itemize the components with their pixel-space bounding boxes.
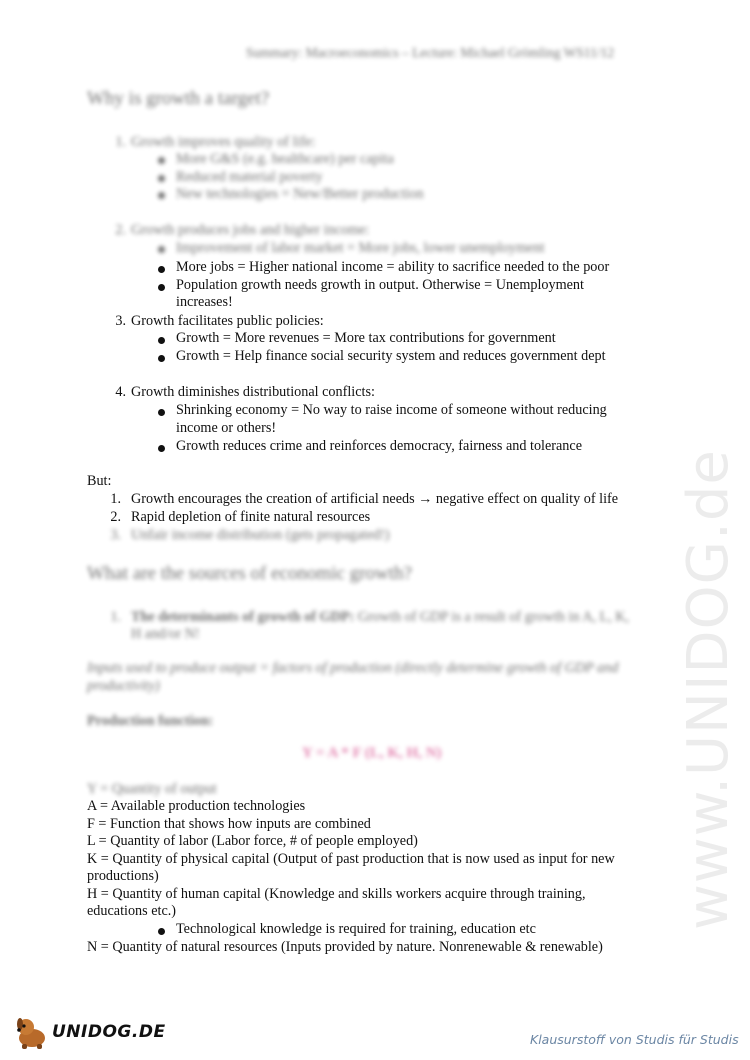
bullet-icon [158,246,165,253]
but-item1-text: Growth encourages the creation of artificial needs → negative effect on quality of life [131,491,619,507]
page-header: Summary: Macroeconomics – Lecture: Michael Grömling WS11/12 [246,45,615,60]
italic-line2: productivity) [87,678,160,694]
definition-n: N = Quantity of natural resources (Inputs provided by nature. Nonrenewable & renewable) [87,939,603,955]
bullet-icon [158,157,165,164]
item4-text: Growth diminishes distributional conflicts: [131,384,375,400]
but-item3-text: Unfair income distribution (gets propagated!) [131,527,390,543]
bullet-icon [158,192,165,199]
item2-bullet2: More jobs = Higher national income = ability to sacrifice needed to the poor [176,259,610,275]
item2-bullet3: Population growth needs growth in output. Otherwise = Unemployment [176,277,584,293]
item1-bullet1: More G&S (e.g. healthcare) per capita [176,151,394,167]
bullet-icon [158,355,165,362]
item4-number: 4. [115,384,126,400]
item2-text: Growth produces jobs and higher income: [131,222,370,238]
but-item3-number: 3. [110,527,121,543]
italic-line1: Inputs used to produce output = factors of production (directly determine growth of GDP and [87,660,619,676]
production-label: Production function: [87,713,214,729]
definition-h: H = Quantity of human capital (Knowledge and skills workers acquire through training, [87,886,586,902]
section1-title: Why is growth a target? [87,88,270,109]
s2-item1-text [131,609,629,626]
unidog-logo [12,1014,166,1050]
logo-text: UNIDOG.DE [52,1022,166,1042]
definition-k: K = Quantity of physical capital (Output of past production that is now used as input for new [87,851,615,867]
item1-bullet2: Reduced material poverty [176,169,323,185]
watermark: www.UNIDOG.de [676,449,741,930]
s2-item1-rest: Growth of GDP is a result of growth in A, L, K, [354,609,630,625]
item2-number: 2. [115,222,126,238]
but-item2-number: 2. [110,509,121,525]
footer-tagline: Klausurstoff von Studis für Studis [530,1032,739,1047]
but-item2-text: Rapid depletion of finite natural resources [131,509,371,525]
definition-f: F = Function that shows how inputs are combined [87,816,371,832]
sub-bullet-tech: Technological knowledge is required for training, education etc [176,921,536,937]
bullet-icon [158,409,165,416]
bullet-icon [158,284,165,291]
definition-a: A = Available production technologies [87,798,306,814]
definition-y: Y = Quantity of output [87,781,217,797]
bullet-icon [158,928,165,935]
definition-l: L = Quantity of labor (Labor force, # of people employed) [87,833,418,849]
dog-icon [12,1014,52,1050]
bullet-icon [158,175,165,182]
definition-h-cont: educations etc.) [87,903,177,919]
item4-bullet1: Shrinking economy = No way to raise income of someone without reducing [176,402,607,418]
bullet-icon [158,337,165,344]
s2-item1-number: 1. [110,609,121,625]
section2-title: What are the sources of economic growth? [87,563,412,584]
bullet-icon [158,445,165,452]
production-formula: Y = A * F (L, K, H, N) [302,745,442,761]
item3-bullet1: Growth = More revenues = More tax contributions for government [176,330,556,346]
s2-item1-bold: The determinants of growth of GDP: [131,609,355,625]
but-label: But: [87,473,112,489]
item2-bullet1: Improvement of labor market = More jobs, lower unemployment [176,240,545,256]
item3-bullet2: Growth = Help finance social security system and reduces government dept [176,348,606,364]
but-item1-number: 1. [110,491,121,507]
bullet-icon [158,266,165,273]
s2-item1-line2: H and/or N! [131,626,200,642]
item4-bullet2: Growth reduces crime and reinforces democracy, fairness and tolerance [176,438,582,454]
item1-bullet3: New technologies = New/Better production [176,186,424,202]
definition-k-cont: productions) [87,868,159,884]
item4-bullet1-cont: income or others! [176,420,277,436]
item1-number: 1. [115,134,126,150]
item2-bullet3-cont: increases! [176,294,233,310]
item1-text: Growth improves quality of life: [131,134,316,150]
item3-number: 3. [115,313,126,329]
item3-text: Growth facilitates public policies: [131,313,324,329]
